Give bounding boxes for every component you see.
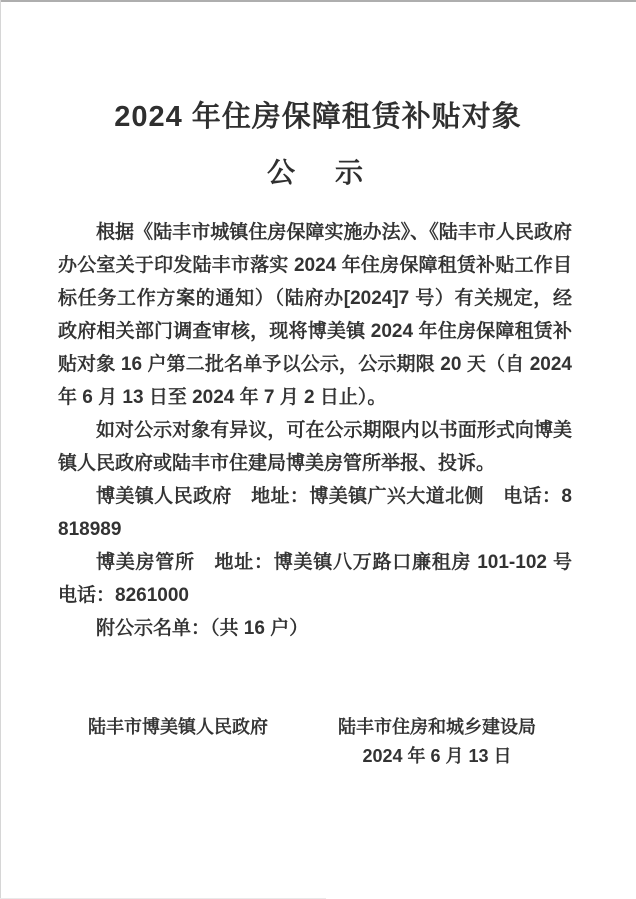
contact-housing-office: 博美房管所 地址：博美镇八万路口廉租房 101-102 号 电话：8261000 (58, 552, 592, 606)
document-title: 2024 年住房保障租赁补贴对象 (114, 101, 522, 133)
signature-block (58, 713, 572, 771)
signature-right-org: 陆丰市住房和城乡建设局 (338, 717, 536, 737)
signature-right-block (338, 713, 536, 771)
document-subtitle: 公 示 (266, 157, 369, 188)
signature-left-org: 陆丰市博美镇人民政府 (88, 717, 268, 737)
attachment-note: 附公示名单：（共 16 户） (96, 618, 309, 639)
contact-town-government: 博美镇人民政府 地址：博美镇广兴大道北侧 电话：8818989 (58, 486, 572, 540)
scan-edge-left (0, 0, 1, 899)
paragraph-legal-basis: 根据《陆丰市城镇住房保障实施办法》、《陆丰市人民政府办公室关于印发陆丰市落实 2024 年住房保障租赁补贴工作目标任务工作方案的通知）（陆府办[2024]7 号）有关规定，经政府相关部门调查审核，现将博美镇 2024 年住房保障租赁补贴对象 16 户第二批名单予以公示，公示期限 20 天（自 2024 年 6 月 13 日至 2024 年 7 月 2 日止）。 (58, 222, 572, 408)
document-body (58, 216, 592, 771)
signature-date: 2024 年 6 月 13 日 (362, 746, 512, 766)
paragraph-objection-instructions: 如对公示对象有异议，可在公示期限内以书面形式向博美镇人民政府或陆丰市住建局博美房管所举报、投诉。 (58, 420, 572, 474)
scan-edge-top (0, 0, 636, 2)
